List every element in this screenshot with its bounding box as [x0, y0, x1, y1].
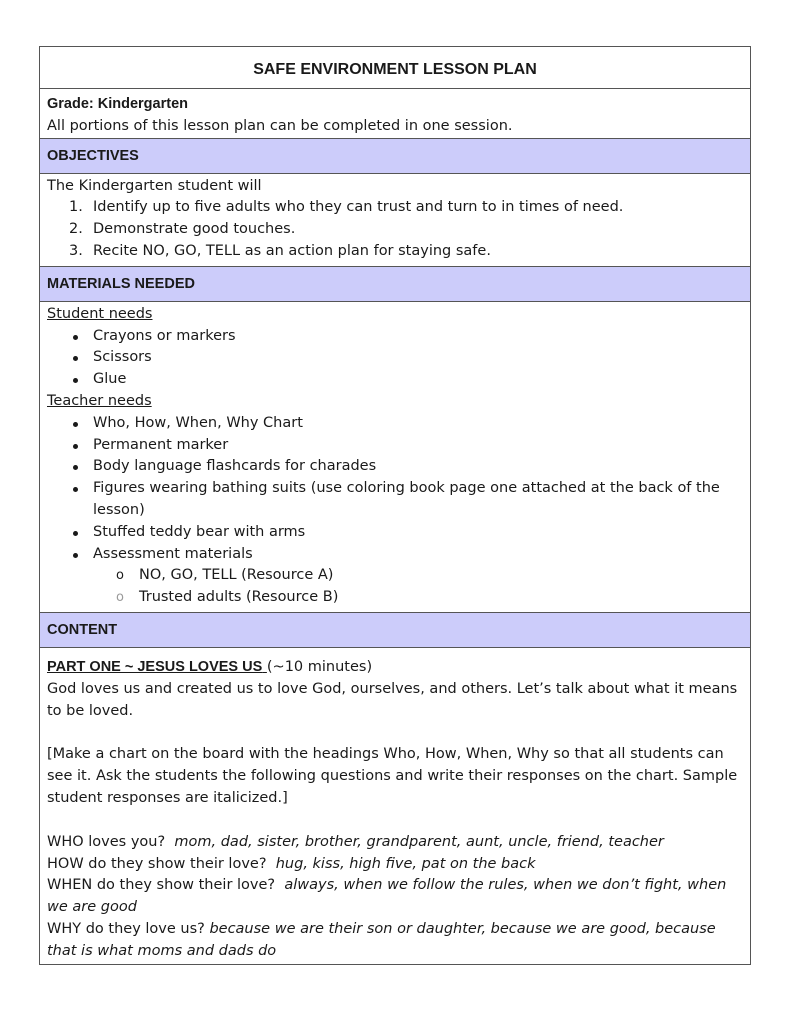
answer-text: always, when we follow the rules, when we don’t fight, when we are good — [47, 877, 727, 916]
content-section — [40, 648, 750, 964]
list-item — [47, 565, 743, 587]
question-text: WHO loves you? — [47, 833, 166, 850]
materials-heading: MATERIALS NEEDED — [40, 267, 750, 302]
bullet-icon — [73, 335, 78, 340]
teacher-needs-label: Teacher needs — [47, 392, 152, 409]
bullet-icon — [73, 422, 78, 427]
content-instructions: [Make a chart on the board with the headings Who, How, When, Why so that all students can see it. Ask the students the following questions and write their responses on the chart. Sample student responses are italicized.] — [47, 746, 738, 806]
part-one-heading — [47, 657, 743, 679]
list-item — [47, 347, 743, 369]
list-text: Identify up to five adults who they can trust and turn to in times of need. — [93, 199, 624, 216]
list-text: Assessment materials — [93, 545, 253, 562]
qa-line — [47, 854, 743, 876]
objectives-heading: OBJECTIVES — [40, 139, 750, 174]
part-one-title: PART ONE ~ JESUS LOVES US — [47, 658, 263, 675]
list-text: Body language flashcards for charades — [93, 458, 377, 475]
list-text: NO, GO, TELL (Resource A) — [139, 567, 334, 584]
bullet-icon — [73, 531, 78, 536]
list-text: Scissors — [93, 349, 152, 366]
list-text: Glue — [93, 371, 127, 388]
content-paragraph: God loves us and created us to love God, ourselves, and others. Let’s talk about what it means to be loved. — [47, 680, 738, 719]
part-one-time: (~10 minutes) — [266, 658, 373, 675]
list-text: Crayons or markers — [93, 327, 236, 344]
student-needs-label: Student needs — [47, 305, 153, 322]
bullet-icon — [73, 444, 78, 449]
assessment-materials-list — [47, 565, 743, 609]
answer-text: hug, kiss, high five, pat on the back — [275, 855, 536, 872]
list-text: Permanent marker — [93, 436, 229, 453]
question-text: WHY do they love us? — [47, 920, 205, 937]
list-item — [47, 544, 743, 566]
list-item — [47, 219, 743, 241]
circle-bullet-icon: o — [116, 590, 124, 606]
list-text: Recite NO, GO, TELL as an action plan for staying safe. — [93, 242, 491, 259]
answer-text: because we are their son or daughter, because we are good, because that is what moms and dads do — [47, 920, 716, 959]
qa-line — [47, 919, 743, 963]
list-item — [47, 369, 743, 391]
list-item — [47, 435, 743, 457]
list-text: Demonstrate good touches. — [93, 221, 296, 238]
objectives-section — [40, 174, 750, 267]
lesson-plan-table — [39, 46, 751, 965]
list-item — [47, 326, 743, 348]
question-text: WHEN do they show their love? — [47, 877, 276, 894]
answer-text: mom, dad, sister, brother, grandparent, aunt, uncle, friend, teacher — [174, 833, 664, 850]
bullet-icon — [73, 553, 78, 558]
circle-bullet-icon: o — [116, 568, 124, 584]
bullet-icon — [73, 465, 78, 470]
bullet-icon — [73, 356, 78, 361]
content-heading: CONTENT — [40, 613, 750, 648]
list-item — [47, 456, 743, 478]
list-item — [47, 587, 743, 609]
qa-line — [47, 832, 743, 854]
list-text: Who, How, When, Why Chart — [93, 414, 303, 431]
list-text: Figures wearing bathing suits (use coloring book page one attached at the back of the lesson) — [93, 480, 720, 518]
materials-section — [40, 302, 750, 613]
bullet-icon — [73, 378, 78, 383]
objectives-list — [47, 197, 743, 262]
list-number: 2. — [69, 221, 83, 238]
objectives-intro: The Kindergarten student will — [47, 177, 262, 194]
list-number: 1. — [69, 199, 83, 216]
list-number: 3. — [69, 242, 83, 259]
question-text: HOW do they show their love? — [47, 855, 267, 872]
grade-section — [40, 89, 750, 139]
bullet-icon — [73, 487, 78, 492]
grade-note: All portions of this lesson plan can be completed in one session. — [47, 117, 513, 134]
qa-line — [47, 875, 743, 919]
list-item — [47, 197, 743, 219]
list-item — [47, 413, 743, 435]
list-text: Stuffed teddy bear with arms — [93, 523, 306, 540]
list-item — [47, 478, 743, 522]
list-text: Trusted adults (Resource B) — [139, 589, 339, 606]
teacher-needs-list — [47, 413, 743, 566]
list-item — [47, 522, 743, 544]
list-item — [47, 241, 743, 263]
page-title: SAFE ENVIRONMENT LESSON PLAN — [40, 47, 750, 89]
grade-label: Grade: Kindergarten — [47, 96, 188, 112]
student-needs-list — [47, 326, 743, 391]
